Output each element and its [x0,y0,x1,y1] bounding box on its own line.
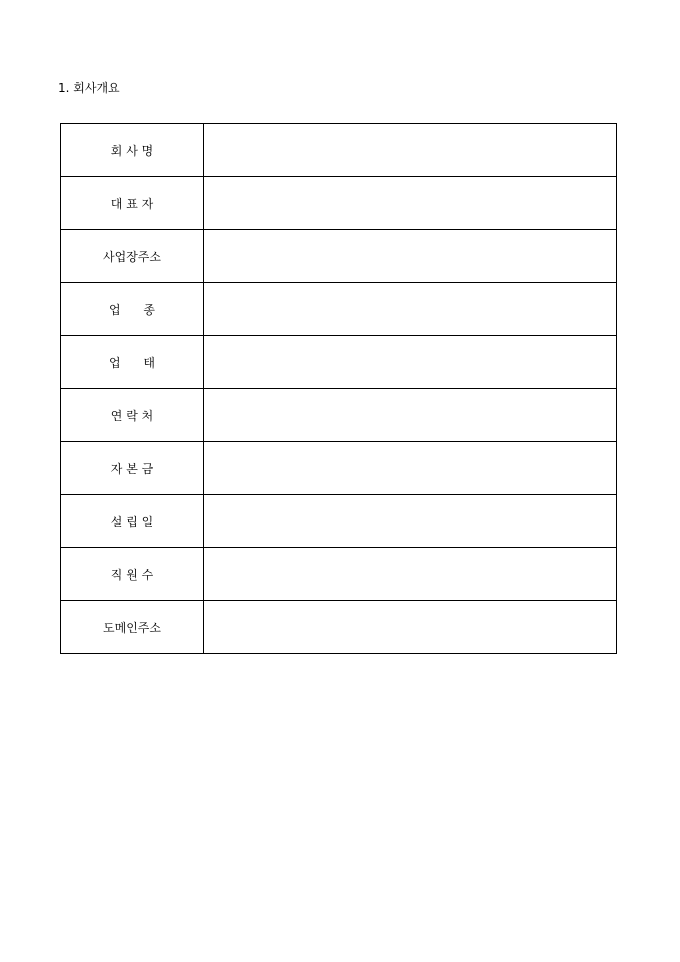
domain-address-value[interactable] [204,601,617,654]
capital-label: 자 본 금 [61,442,204,495]
section-title: 1. 회사개요 [58,81,120,95]
business-address-label: 사업장주소 [61,230,204,283]
table-row [61,177,617,230]
employee-count-value[interactable] [204,548,617,601]
table-row [61,124,617,177]
company-name-value[interactable] [204,124,617,177]
table-row [61,548,617,601]
table-row [61,495,617,548]
table-row [61,336,617,389]
representative-value[interactable] [204,177,617,230]
table-row [61,601,617,654]
domain-address-label: 도메인주소 [61,601,204,654]
established-date-label: 설 립 일 [61,495,204,548]
employee-count-label: 직 원 수 [61,548,204,601]
contact-value[interactable] [204,389,617,442]
business-category-label: 업 태 [61,336,204,389]
table-row [61,442,617,495]
contact-label: 연 락 처 [61,389,204,442]
company-name-label: 회 사 명 [61,124,204,177]
capital-value[interactable] [204,442,617,495]
business-type-label: 업 종 [61,283,204,336]
representative-label: 대 표 자 [61,177,204,230]
established-date-value[interactable] [204,495,617,548]
business-address-value[interactable] [204,230,617,283]
table-row [61,283,617,336]
business-category-value[interactable] [204,336,617,389]
table-row [61,389,617,442]
business-type-value[interactable] [204,283,617,336]
table-row [61,230,617,283]
company-overview-table [60,123,617,654]
